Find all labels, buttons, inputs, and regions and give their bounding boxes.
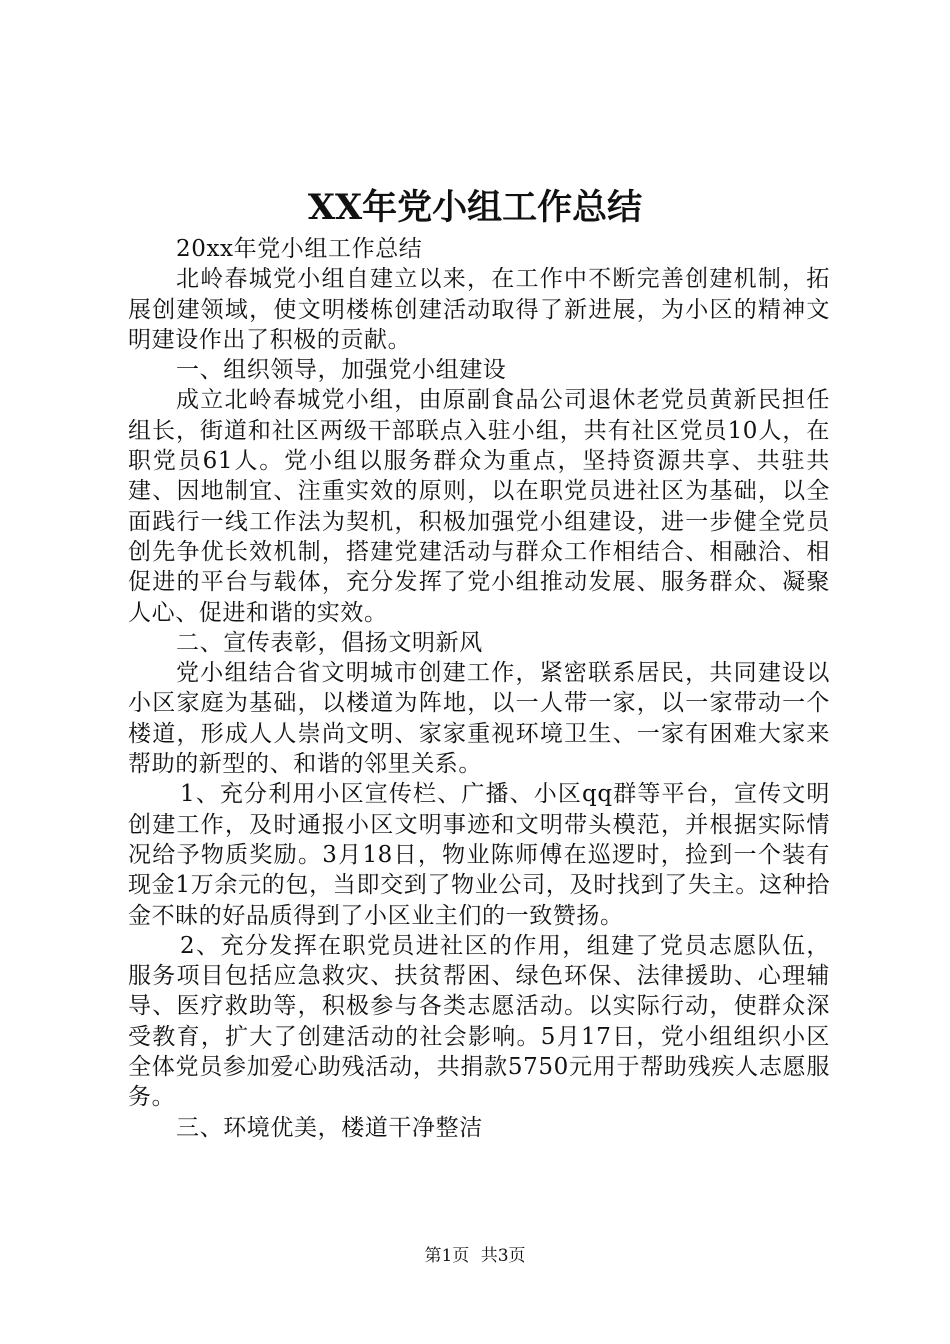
section-heading-3: 三、环境优美，楼道干净整洁 (176, 1114, 483, 1141)
page-number-current: 第1页 (424, 1246, 470, 1266)
section-2-item-1: 1、充分利用小区宣传栏、广播、小区qq群等平台，宣传文明创建工作，及时通报小区文明事迹和文明带头模范，并根据实际情况给予物质奖励。3月18日，物业陈师傅在巡逻时，捡到一个装有现金1万余元的包，当即交到了物业公司，及时找到了失主。这种拾金不昧的好品质得到了小区业主们的一致赞扬。 (128, 781, 830, 929)
section-heading-1: 一、组织领导，加强党小组建设 (176, 357, 507, 384)
section-1-paragraph: 成立北岭春城党小组，由原副食品公司退休老党员黄新民担任组长，街道和社区两级干部联点入驻小组，共有社区党员10人，在职党员61人。党小组以服务群众为重点，坚持资源共享、共驻共建、因地制宜、注重实效的原则，以在职党员进社区为基础，以全面践行一线工作法为契机，积极加强党小组建设，进一步健全党员创先争优长效机制，搭建党建活动与群众工作相结合、相融洽、相促进的平台与载体，充分发挥了党小组推动发展、服务群众、凝聚人心、促进和谐的实效。 (128, 387, 830, 626)
document-body (128, 234, 830, 1143)
section-heading-2: 二、宣传表彰，倡扬文明新风 (176, 629, 483, 656)
section-2-item-2: 2、充分发挥在职党员进社区的作用，组建了党员志愿队伍，服务项目包括应急救灾、扶贫帮困、绿色环保、法律援助、心理辅导、医疗救助等，积极参与各类志愿活动。以实际行动，使群众深受教育，扩大了创建活动的社会影响。5月17日，党小组组织小区全体党员参加爱心助残活动，共捐款5750元用于帮助残疾人志愿服务。 (128, 932, 830, 1111)
document-title: XX年党小组工作总结 (307, 187, 643, 228)
section-2-paragraph: 党小组结合省文明城市创建工作，紧密联系居民，共同建设以小区家庭为基础，以楼道为阵地，以一人带一家，以一家带动一个楼道，形成人人崇尚文明、家家重视环境卫生、一家有困难大家来帮助的新型的、和谐的邻里关系。 (128, 660, 830, 778)
page-number-total: 共3页 (480, 1246, 526, 1266)
page-footer (0, 1244, 950, 1268)
subtitle-paragraph: 20xx年党小组工作总结 (176, 236, 423, 262)
intro-paragraph: 北岭春城党小组自建立以来，在工作中不断完善创建机制，拓展创建领域，使文明楼栋创建活动取得了新进展，为小区的精神文明建设作出了积极的贡献。 (128, 266, 830, 353)
